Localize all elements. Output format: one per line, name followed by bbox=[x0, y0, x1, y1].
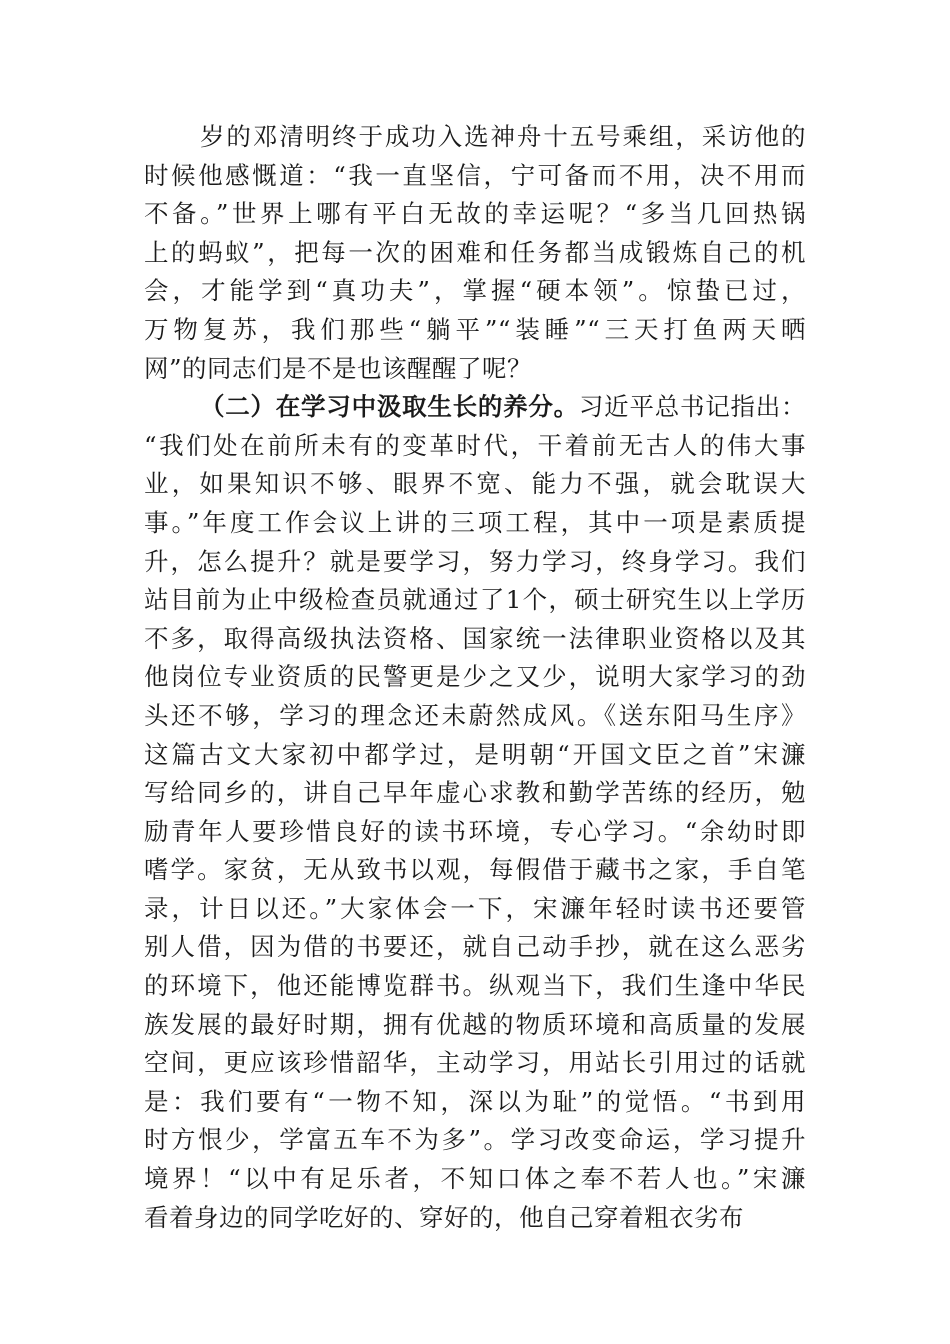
text-line: 境界！“以中有足乐者，不知口体之奉不若人也。”宋濂 bbox=[144, 1164, 806, 1194]
paragraph-1 bbox=[144, 118, 806, 388]
text-span: 习近平总书记指出： bbox=[578, 392, 807, 422]
text-line: 的环境下，他还能博览群书。纵观当下，我们生逢中华民 bbox=[144, 971, 806, 1001]
text-line: 岁的邓清明终于成功入选神舟十五号乘组，采访他的 bbox=[200, 122, 806, 151]
text-line: 业，如果知识不够、眼界不宽、能力不强，就会耽误大 bbox=[144, 469, 806, 499]
text-line: 录，计日以还。”大家体会一下，宋濂年轻时读书还要管 bbox=[144, 893, 806, 923]
text-line: 不多，取得高级执法资格、国家统一法律职业资格以及其 bbox=[144, 623, 806, 653]
document-page bbox=[144, 118, 806, 1237]
text-line: 万物复苏，我们那些“躺平”“装睡”“三天打鱼两天晒 bbox=[144, 314, 806, 344]
section-heading: （二）在学习中汲取生长的养分。 bbox=[200, 392, 579, 422]
text-line: 他岗位专业资质的民警更是少之又少，说明大家学习的劲 bbox=[144, 662, 806, 692]
text-line: 励青年人要珍惜良好的读书环境，专心学习。“余幼时即 bbox=[144, 816, 806, 846]
text-line: 头还不够，学习的理念还未蔚然成风。《送东阳马生序》 bbox=[144, 700, 806, 730]
text-line: 嗜学。家贫，无从致书以观，每假借于藏书之家，手自笔 bbox=[144, 855, 806, 885]
text-line: 站目前为止中级检查员就通过了1个，硕士研究生以上学历 bbox=[144, 585, 806, 615]
text-line: 空间，更应该珍惜韶华，主动学习，用站长引用过的话就 bbox=[144, 1048, 806, 1078]
text-line: 上的蚂蚁”，把每一次的困难和任务都当成锻炼自己的机 bbox=[144, 237, 806, 267]
text-line: 升，怎么提升？就是要学习，努力学习，终身学习。我们 bbox=[144, 546, 806, 576]
text-line: 时方恨少，学富五车不为多”。学习改变命运，学习提升 bbox=[144, 1125, 806, 1155]
text-line bbox=[144, 388, 806, 427]
text-line: 时候他感慨道：“我一直坚信，宁可备而不用，决不用而 bbox=[144, 160, 806, 190]
text-line: 事。”年度工作会议上讲的三项工程，其中一项是素质提 bbox=[144, 507, 806, 537]
text-line: 会，才能学到“真功夫”，掌握“硬本领”。惊蛰已过， bbox=[144, 276, 806, 306]
text-line: 看着身边的同学吃好的、穿好的，他自己穿着粗衣劣布 bbox=[144, 1202, 744, 1232]
paragraph-2 bbox=[144, 388, 806, 1237]
text-line: 不备。”世界上哪有平白无故的幸运呢？“多当几回热锅 bbox=[144, 199, 806, 229]
text-line: 是：我们要有“一物不知，深以为耻”的觉悟。“书到用 bbox=[144, 1086, 806, 1116]
text-line: 这篇古文大家初中都学过，是明朝“开国文臣之首”宋濂 bbox=[144, 739, 806, 769]
text-line: 族发展的最好时期，拥有优越的物质环境和高质量的发展 bbox=[144, 1009, 806, 1039]
text-line: 网”的同志们是不是也该醒醒了呢？ bbox=[144, 353, 533, 383]
text-line: 写给同乡的，讲自己早年虚心求教和勤学苦练的经历，勉 bbox=[144, 778, 806, 808]
text-line: 别人借，因为借的书要还，就自己动手抄，就在这么恶劣 bbox=[144, 932, 806, 962]
text-line: “我们处在前所未有的变革时代，干着前无古人的伟大事 bbox=[144, 430, 806, 460]
